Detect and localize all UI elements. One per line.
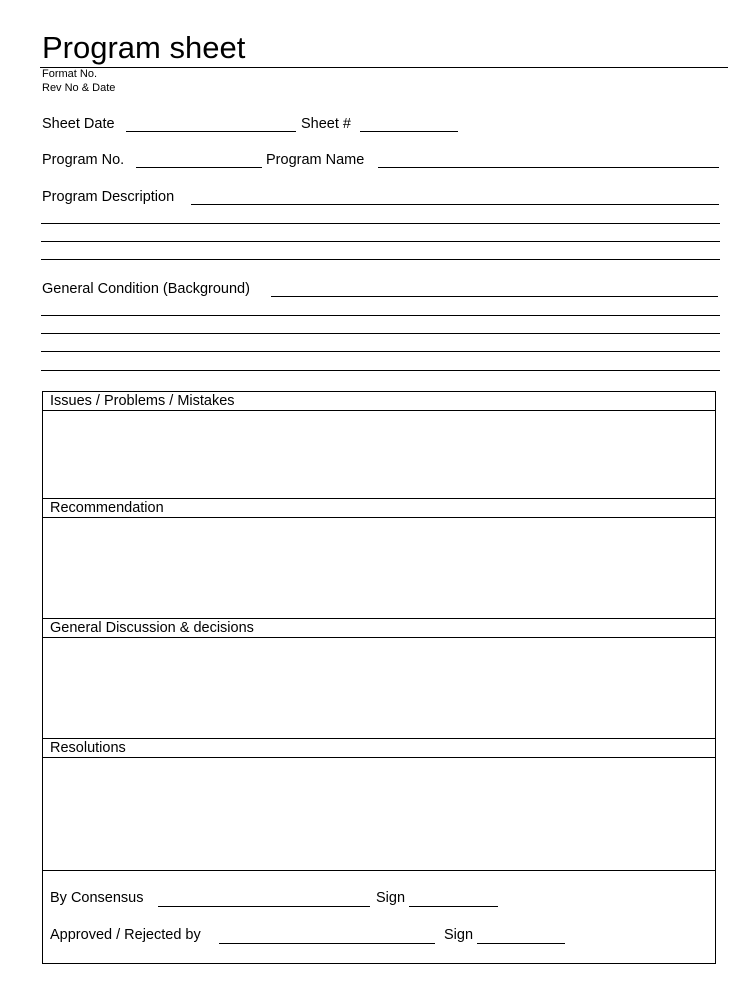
resolutions-section-label: Resolutions [50,740,126,756]
title-divider [40,67,728,68]
program-description-line[interactable] [41,241,720,242]
approved-rejected-field[interactable] [219,943,435,944]
sheet-number-label: Sheet # [301,116,351,132]
by-consensus-field[interactable] [158,906,370,907]
sign-field-1[interactable] [409,906,498,907]
issues-section-header [43,392,715,411]
program-description-line[interactable] [41,259,720,260]
recommendation-section-header [43,498,715,518]
sheet-date-field[interactable] [126,131,296,132]
sign-label-1: Sign [376,890,406,906]
rev-no-date-label: Rev No & Date [42,82,116,94]
sign-label-2: Sign [444,927,474,943]
recommendation-section-label: Recommendation [50,500,164,516]
by-consensus-label: By Consensus [50,890,144,906]
discussion-area[interactable] [43,638,715,738]
resolutions-area[interactable] [43,758,715,870]
general-condition-label: General Condition (Background) [42,281,250,297]
sheet-number-field[interactable] [360,131,458,132]
footer-divider [43,870,715,871]
general-condition-line[interactable] [41,333,720,334]
program-name-field[interactable] [378,167,719,168]
program-description-line[interactable] [41,223,720,224]
recommendation-area[interactable] [43,518,715,618]
program-description-label: Program Description [42,189,175,205]
sections-box [42,391,716,964]
issues-area[interactable] [43,411,715,498]
resolutions-section-header [43,738,715,758]
general-condition-line[interactable] [41,370,720,371]
general-condition-field[interactable] [271,296,718,297]
discussion-section-header [43,618,715,638]
program-description-field[interactable] [191,204,719,205]
issues-section-label: Issues / Problems / Mistakes [50,393,235,409]
page-title: Program sheet [42,30,246,65]
sign-field-2[interactable] [477,943,565,944]
approved-rejected-label: Approved / Rejected by [50,927,201,943]
sheet-date-label: Sheet Date [42,116,115,132]
format-no-label: Format No. [42,68,98,80]
general-condition-line[interactable] [41,351,720,352]
program-no-field[interactable] [136,167,262,168]
program-name-label: Program Name [266,152,365,168]
program-no-label: Program No. [42,152,125,168]
discussion-section-label: General Discussion & decisions [50,620,254,636]
general-condition-line[interactable] [41,315,720,316]
